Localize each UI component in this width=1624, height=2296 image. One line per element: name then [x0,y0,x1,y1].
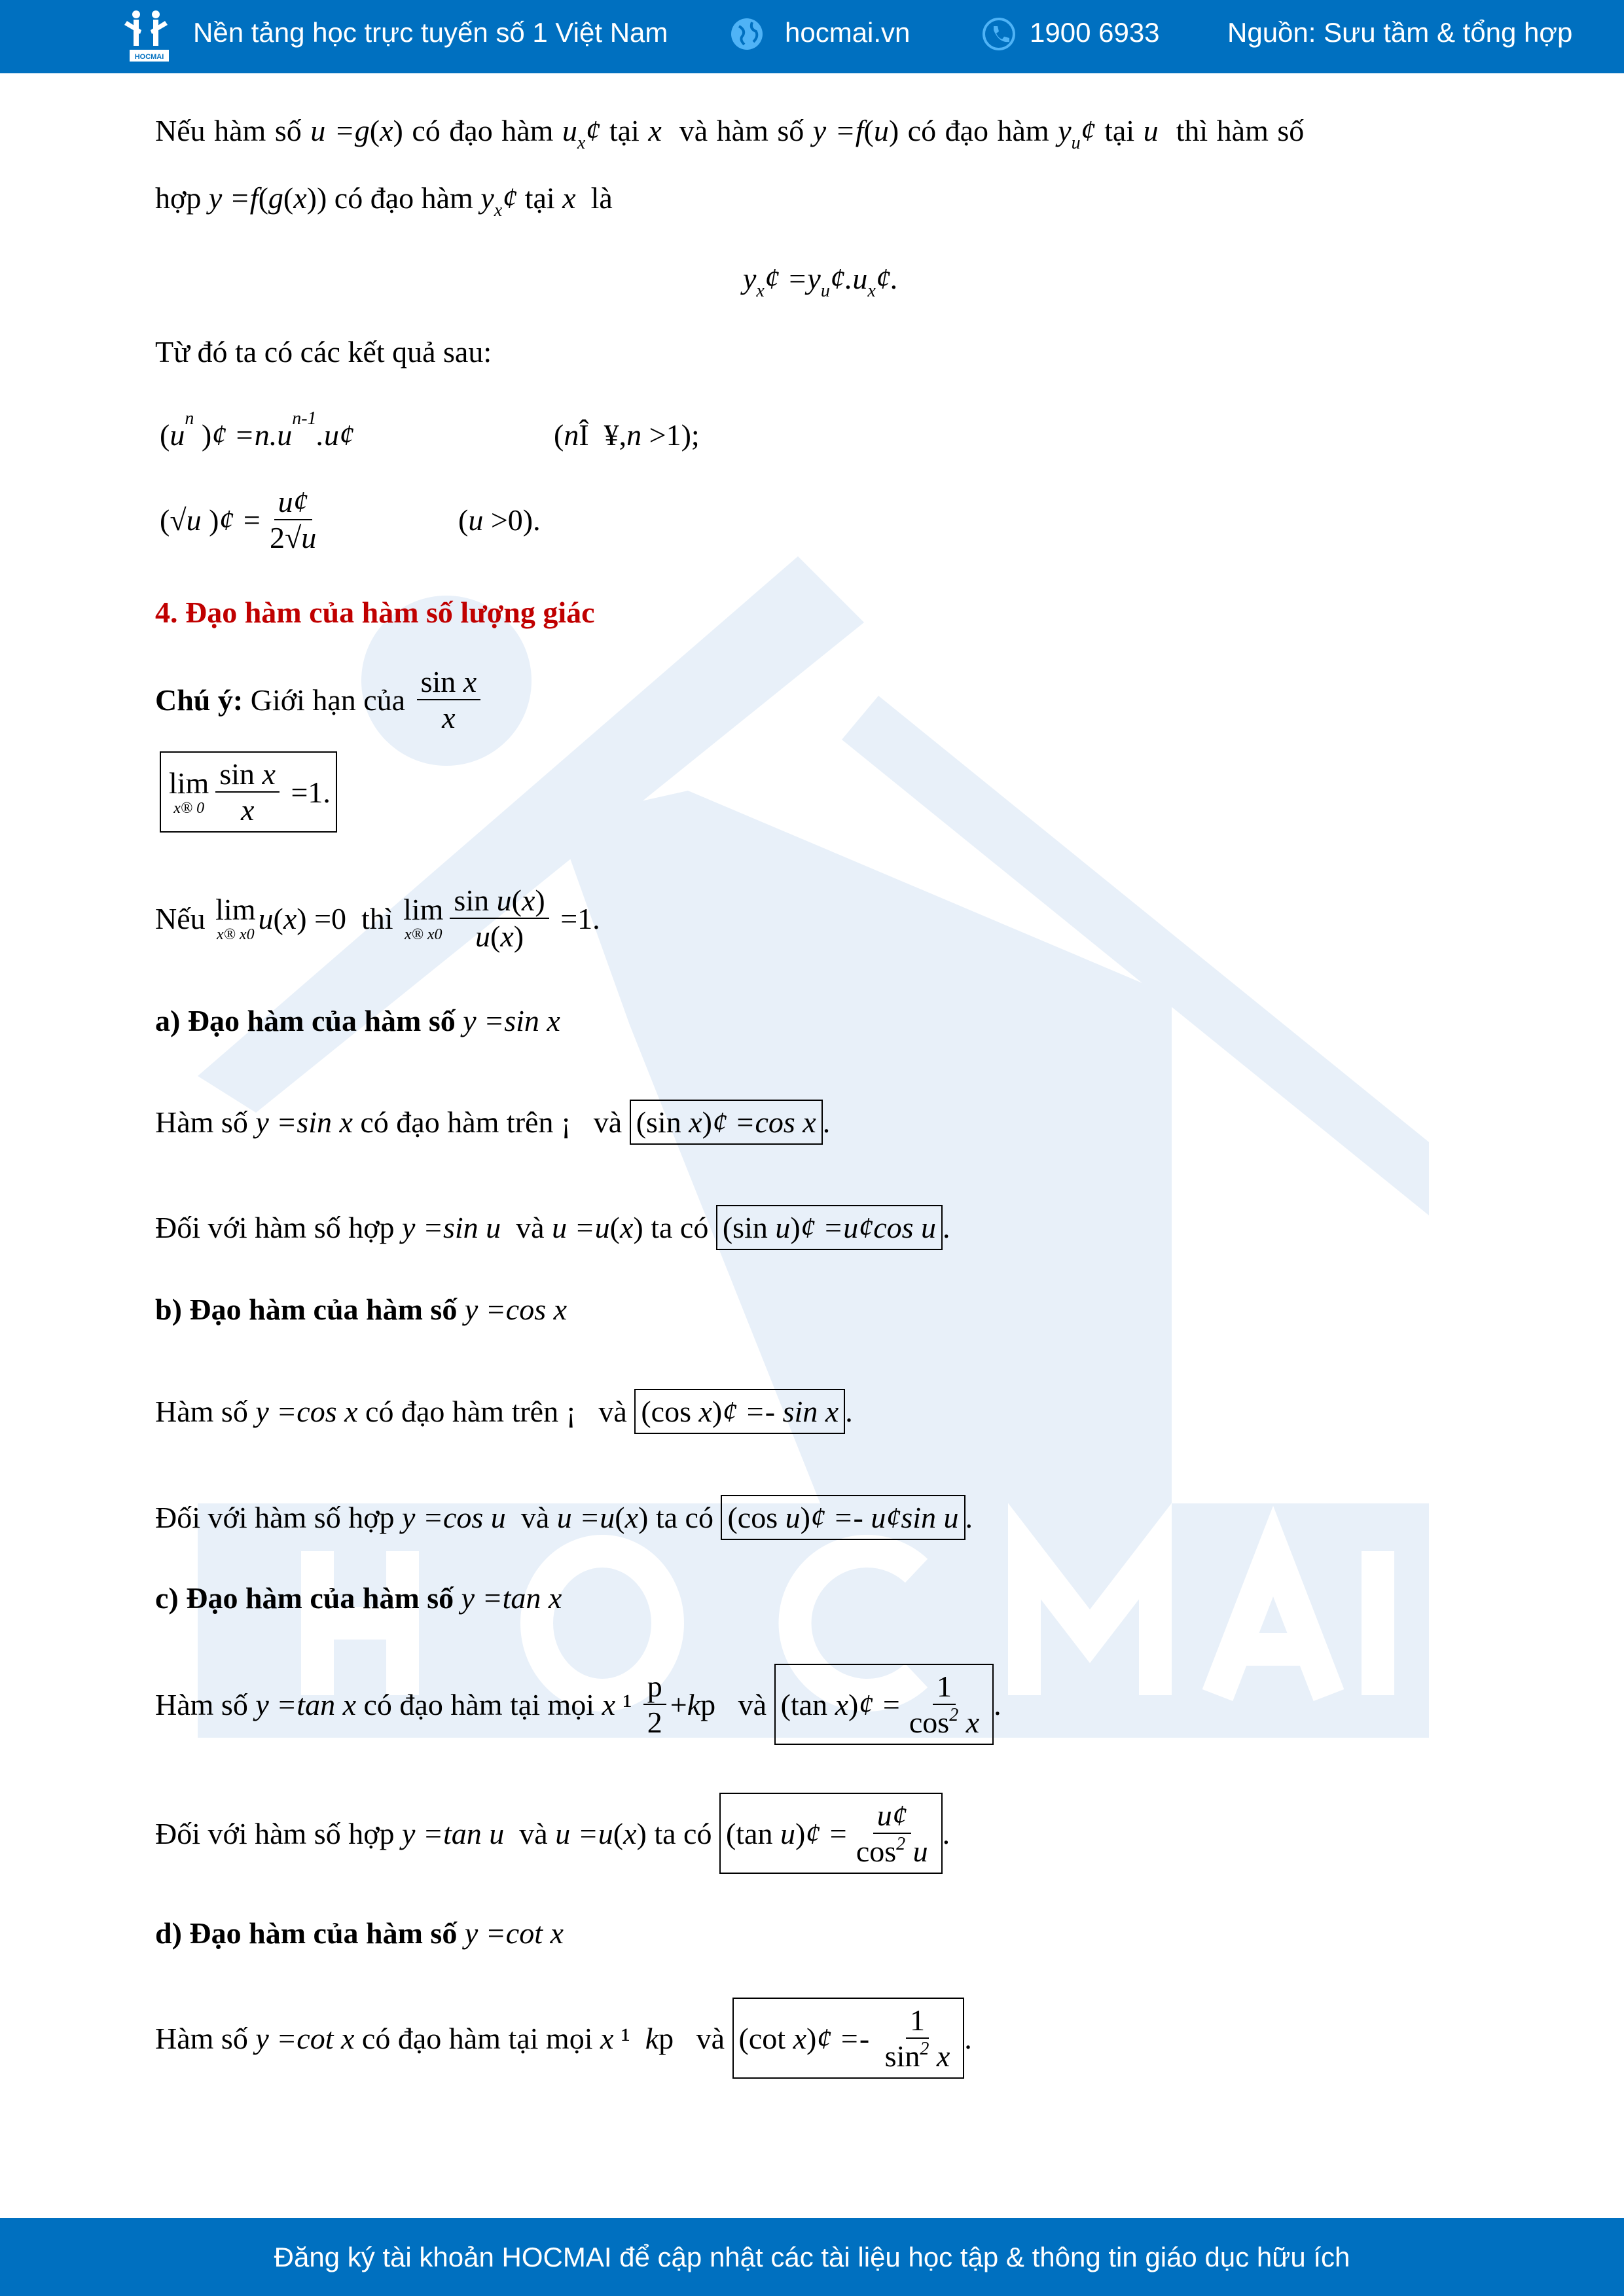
math-expr: ¢ [585,113,601,147]
text: ¹ [615,1687,640,1721]
bold-text: c) Đạo hàm của hàm số [155,1581,461,1615]
fraction-numerator [274,484,312,520]
math-expr: ¢. [875,261,899,295]
text: ( [458,503,469,537]
text: ta có [643,1210,716,1244]
text: tại [600,113,649,147]
math-expr: y =cot x [464,1916,564,1950]
math-expr: x [562,181,576,215]
header-website-link[interactable]: hocmai.vn [785,17,911,48]
boxed-formula [160,751,337,833]
text: . [994,1687,1001,1721]
text: ) [393,113,403,147]
math-expr: ¢ =cos x [712,1105,816,1139]
fraction-numerator [873,1798,911,1834]
text: (cot [738,2021,793,2055]
boxed-formula [716,1205,943,1250]
subscript: x [867,281,876,301]
fraction-numerator [906,2003,929,2039]
text: ) [800,1500,810,1534]
math-expr: x [442,701,456,734]
fraction [643,1669,666,1740]
math-expr: y [1058,113,1072,147]
superscript: n [185,408,194,429]
text: ) [712,1394,723,1428]
text: ) [795,1816,806,1850]
fraction-denominator [471,919,528,954]
text: ta có [646,1816,719,1850]
phone-icon [982,17,1016,51]
text: )) [306,181,327,215]
text: và [571,1105,630,1139]
text: có đạo hàm tại mọi [354,2021,600,2055]
math-expr: u [258,901,274,935]
text: ) [636,1816,647,1850]
fraction [881,2003,954,2073]
math-expr: u¢ [876,1799,907,1832]
text: (cos [727,1500,785,1534]
text: ( [554,418,564,452]
fraction-denominator [643,1705,666,1740]
math-expr: x [929,2039,950,2073]
text: ¹ [613,2021,645,2055]
math-expr: x [600,2021,614,2055]
text: ( [511,884,522,917]
math-expr: u =g [310,113,370,147]
math-expr: x [958,1706,980,1739]
text: ¡ [560,1105,571,1139]
math-expr: x [463,665,477,698]
text: có đạo hàm trên [357,1394,566,1428]
math-expr: ¢ =u¢cos u [800,1210,937,1244]
header-tagline: Nền tảng học trực tuyến số 1 Việt Nam [193,17,668,48]
superscript: 2 [920,2039,929,2059]
text: =1. [283,775,331,809]
text: Nếu hàm số [155,113,311,147]
math-expr: x [283,901,297,935]
math-expr: ¢ =- sin x [722,1394,839,1428]
math-expr: ¢ = [805,1816,848,1850]
text: ) [790,1210,801,1244]
limit-subscript: x® x0 [404,926,442,943]
math-expr: ¢ =y [764,261,821,295]
text: . [964,2021,972,2055]
text: ( [160,418,170,452]
math-expr: u¢ [278,485,308,518]
fraction [905,1669,983,1740]
text: có đạo hàm [327,181,481,215]
text: và [575,1394,635,1428]
text: cos [856,1835,897,1868]
boxed-formula [630,1100,823,1145]
math-expr: u [562,113,577,147]
text: ( [490,920,501,953]
text: p và [659,2021,732,2055]
text: tại [1095,113,1144,147]
fraction-numerator [933,1669,956,1705]
text: là [575,181,613,215]
heading-text: 4. Đạo hàm của hàm số lượng giác [155,595,595,629]
math-expr: u =u [556,1500,615,1534]
fraction-numerator [450,883,549,919]
text: ¡ [566,1394,576,1428]
text: 1 [937,1670,952,1703]
subscript: u [1071,133,1081,153]
text: . [942,1816,950,1850]
superscript: 2 [896,1834,906,1854]
math-expr: y [480,181,494,215]
math-expr: y =f [208,181,259,215]
text: ) [806,2021,817,2055]
text: tại [517,181,563,215]
text: ( [609,1210,620,1244]
text: ) [888,113,899,147]
text: có đạo hàm tại mọi [355,1687,602,1721]
text: Từ đó ta có các kết quả sau: [155,334,492,368]
math-expr: u [873,113,889,147]
math-expr: x [293,181,307,215]
text: ) [194,418,212,452]
fraction-denominator [852,1834,932,1869]
text: ) [535,884,545,917]
math-expr: k [687,1687,701,1721]
math-expr: y [743,261,757,295]
math-expr: y =cos u [402,1500,506,1534]
math-expr: .u¢ [316,418,355,452]
math-expr: u [186,503,202,537]
limit-label: lim [215,893,256,926]
superscript: n-1 [292,408,317,429]
subscript: x [756,281,765,301]
text: ) [848,1687,859,1721]
math-expr: u [775,1210,791,1244]
text: ( [369,113,380,147]
math-expr: x [624,1500,639,1534]
math-expr: x [698,1394,712,1428]
text: ( [863,113,874,147]
math-expr: x [689,1105,702,1139]
math-expr: y =sin x [255,1105,353,1139]
text: ( [273,901,283,935]
text: ( [615,1500,625,1534]
text: sin [884,2039,920,2073]
text: Nếu [155,901,213,935]
math-expr: u =u [555,1816,613,1850]
text: ) [297,901,307,935]
text: ) [201,503,219,537]
fraction-denominator [881,2039,954,2073]
text: ( [283,181,294,215]
text: và hàm số [661,113,813,147]
header-phone[interactable]: 1900 6933 [1030,17,1160,48]
text: (sin [722,1210,776,1244]
text: Hàm số [155,2021,256,2055]
text: Đối với hàm số hợp [155,1210,403,1244]
text: (tan [780,1687,835,1721]
boxed-formula [721,1495,965,1540]
math-expr: u [1143,113,1159,147]
math-expr: k [645,2021,659,2055]
math-expr: x [240,793,255,827]
fraction [215,757,280,827]
footer-signup-text[interactable]: Đăng ký tài khoản HOCMAI để cập nhật các tài liệu học tập & thông tin giáo dục hữu ích [274,2241,1350,2272]
header-bar [0,0,1624,73]
math-expr: x [793,2021,806,2055]
fraction [852,1798,932,1869]
limit-subscript: x® 0 [173,800,205,817]
math-expr: x [521,884,535,917]
math-expr: ¢ [502,181,518,215]
limit-subscript: x® x0 [217,926,255,943]
math-expr: u [468,503,484,537]
fraction [266,484,320,555]
math-expr: u [170,418,185,452]
text: và [505,1500,557,1534]
text: 2√ [269,521,302,554]
fraction [450,883,549,954]
text: >0). [483,503,541,537]
text: . [943,1210,950,1244]
text: + [670,1687,687,1721]
text: 2 [647,1706,662,1739]
text: 1 [909,2003,925,2037]
text: Î ¥, [579,418,627,452]
math-expr: x [500,920,514,953]
math-expr: x [623,1816,637,1850]
text: và [504,1816,556,1850]
text: . [965,1500,973,1534]
text: =1. [552,901,600,935]
text: ( [613,1816,624,1850]
text: ) [638,1500,649,1534]
text: sin [454,884,497,917]
subscript: u [820,281,830,301]
text: =0 thì [306,901,401,935]
math-expr: x [602,1687,615,1721]
limit-label: lim [403,893,444,926]
math-expr: u [780,1816,795,1850]
text: ( [258,181,268,215]
subscript: x [577,133,586,153]
fraction-denominator [266,520,320,555]
text: sin [420,665,463,698]
math-expr: n [564,418,579,452]
text: (cos [641,1394,699,1428]
math-expr: ¢.u [829,261,868,295]
text: (tan [725,1816,780,1850]
math-expr: u [785,1500,801,1534]
math-expr: u [496,884,512,917]
math-expr: y =sin x [463,1003,560,1037]
math-expr: ¢ =n.u [211,418,293,452]
fraction [417,664,481,735]
math-expr: u [905,1835,928,1868]
boxed-formula [634,1389,845,1434]
text: Hàm số [155,1394,256,1428]
math-expr: u [301,521,317,554]
text: ) [702,1105,712,1139]
text: có đạo hàm [403,113,562,147]
fraction-numerator [643,1669,666,1705]
text: sin [219,757,262,791]
text: Hàm số [155,1687,256,1721]
math-expr: ¢ = [858,1687,901,1721]
math-expr: y =cos x [464,1292,568,1326]
math-expr: g [268,181,283,215]
math-expr: x [262,757,276,791]
text: có đạo hàm [899,113,1058,147]
text: . [822,1105,831,1139]
math-expr: x [648,113,662,147]
math-expr: ¢ =- u¢sin u [810,1500,959,1534]
math-expr: x [619,1210,634,1244]
text: ta có [648,1500,721,1534]
fraction-denominator [905,1705,983,1740]
bold-text: d) Đạo hàm của hàm số [155,1916,465,1950]
math-expr: n [626,418,642,452]
fraction-denominator [438,700,459,735]
fraction-denominator [237,793,258,827]
text: Đối với hàm số hợp [155,1500,403,1534]
math-expr: x [380,113,393,147]
math-expr: y =cot x [255,2021,355,2055]
math-expr: y =tan x [255,1687,356,1721]
boxed-formula [719,1793,943,1874]
text: Đối với hàm số hợp [155,1816,403,1850]
math-expr: u =u [552,1210,610,1244]
text: p [647,1670,662,1703]
limit-operator [215,893,255,943]
globe-icon [730,17,764,51]
text: Giới hạn của [243,683,413,717]
text: và [501,1210,552,1244]
header-source: Nguồn: Sưu tầm & tổng hợp [1227,17,1573,48]
math-expr: ¢ = [219,503,262,537]
text: có đạo hàm trên [352,1105,561,1139]
math-expr: ¢ =- [816,2021,877,2055]
math-expr: x [835,1687,849,1721]
math-expr: y =f [812,113,864,147]
text: (√ [160,503,187,537]
fraction-numerator [417,664,481,700]
text: Hàm số [155,1105,256,1139]
fraction-numerator [215,757,280,793]
math-expr: ¢ [1080,113,1096,147]
hocmai-logo-icon [122,8,177,63]
text: cos [909,1706,950,1739]
boxed-formula [732,1998,965,2079]
math-expr: y =tan u [402,1816,505,1850]
text: >1); [641,418,700,452]
footer-bar [0,2218,1624,2296]
bold-text: b) Đạo hàm của hàm số [155,1292,465,1326]
text: thì hàm số [1158,113,1305,147]
math-expr: y =tan x [461,1581,562,1615]
math-expr: u [475,920,491,953]
math-expr: y =sin u [402,1210,501,1244]
limit-label: lim [169,766,209,800]
superscript: 2 [949,1705,959,1725]
limit-operator [403,893,443,943]
text: ) [633,1210,643,1244]
svg-text:HOCMAI: HOCMAI [134,53,164,61]
text: hợp [155,181,209,215]
boxed-formula [774,1664,994,1745]
bold-text: Chú ý: [155,683,244,717]
bold-text: a) Đạo hàm của hàm số [155,1003,463,1037]
subscript: x [494,200,503,221]
text: (sin [636,1105,689,1139]
limit-operator [169,767,209,817]
text: p và [700,1687,774,1721]
text: ) [513,920,524,953]
math-expr: y =cos x [255,1394,358,1428]
text: . [845,1394,853,1428]
